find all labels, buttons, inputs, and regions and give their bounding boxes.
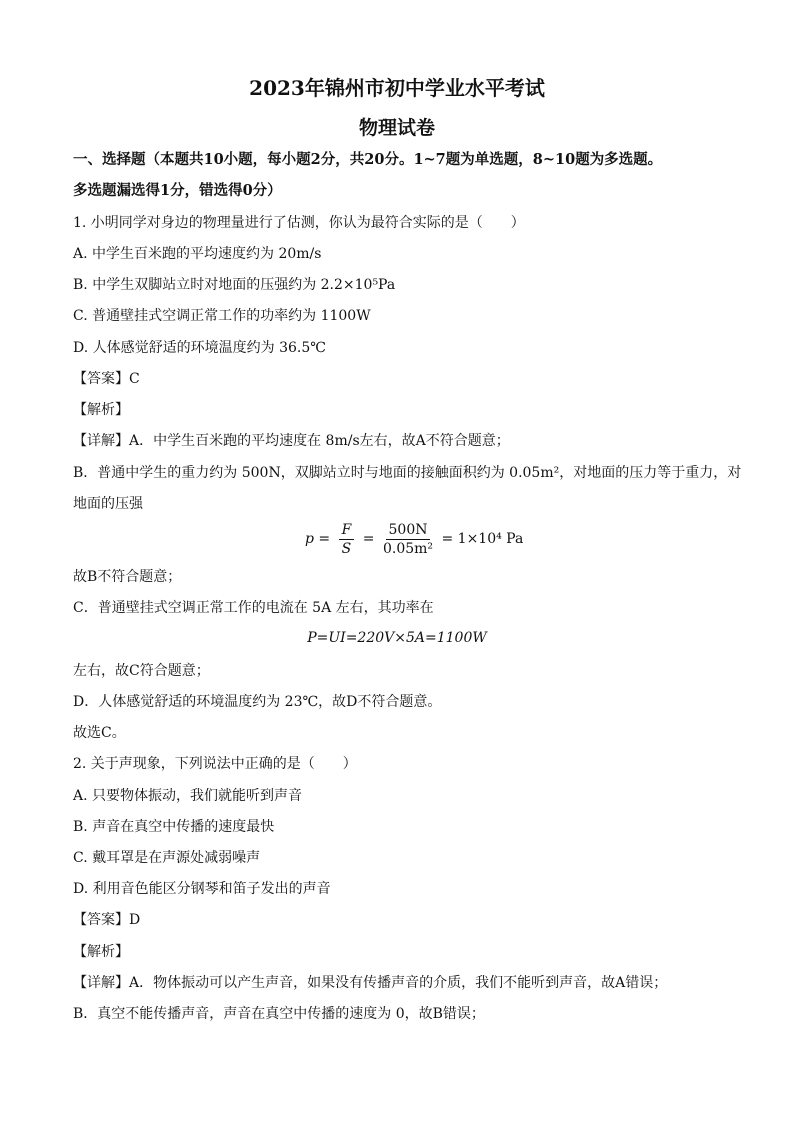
exam-title: 2023年锦州市初中学业水平考试 — [249, 76, 545, 100]
formula-fraction-symbolic — [339, 522, 355, 557]
q1-detail-a: 【详解】A．中学生百米跑的平均速度在 8m/s左右，故A不符合题意； — [73, 433, 510, 449]
q1-option-b: B. 中学生双脚站立时对地面的压强约为 2.2×10⁵Pa — [73, 277, 396, 293]
formula-force-value: 500N — [386, 522, 431, 540]
q1-detail-c2: 左右，故C符合题意； — [73, 663, 210, 679]
q2-answer: 【答案】D — [73, 912, 141, 928]
formula-lhs: p — [305, 531, 314, 547]
q2-option-c: C. 戴耳罩是在声源处减弱噪声 — [73, 850, 261, 866]
exam-subtitle: 物理试卷 — [358, 117, 435, 139]
q1-detail-b3: 故B不符合题意； — [73, 569, 182, 585]
q1-stem: 1. 小明同学对身边的物理量进行了估测，你认为最符合实际的是（ ） — [73, 215, 525, 231]
q2-detail-a: 【详解】A．物体振动可以产生声音，如果没有传播声音的介质，我们不能听到声音，故A错误； — [73, 975, 668, 991]
q2-stem: 2. 关于声现象，下列说法中正确的是（ ） — [73, 756, 357, 772]
q1-analysis-label: 【解析】 — [73, 402, 129, 418]
q1-conclusion: 故选C。 — [73, 725, 126, 741]
formula-area-value: 0.05m² — [382, 540, 434, 557]
q1-detail-d: D．人体感觉舒适的环境温度约为 23℃，故D不符合题意。 — [73, 694, 442, 710]
q2-detail-b: B．真空不能传播声音，声音在真空中传播的速度为 0，故B错误； — [73, 1006, 485, 1022]
q1-detail-c1: C．普通壁挂式空调正常工作的电流在 5A 左右，其功率在 — [73, 600, 434, 616]
q1-option-a: A. 中学生百米跑的平均速度约为 20m/s — [73, 246, 322, 262]
q2-analysis-label: 【解析】 — [73, 944, 129, 960]
q1-answer: 【答案】C — [73, 371, 140, 387]
pressure-formula: p = $\frac{F}{S}$ = $\frac{500N}{\text{0.05m²}}$ = 1×10⁴ Pa — [305, 521, 524, 557]
section-heading-line2: 多选题漏选得1分，错选得0分） — [73, 182, 282, 199]
q2-option-b: B. 声音在真空中传播的速度最快 — [73, 819, 275, 835]
q2-option-a: A. 只要物体振动，我们就能听到声音 — [73, 788, 303, 804]
q1-option-c: C. 普通壁挂式空调正常工作的功率约为 1100W — [73, 308, 371, 324]
formula-area-symbol: S — [341, 540, 352, 557]
q1-detail-b1: B．普通中学生的重力约为 500N，双脚站立时与地面的接触面积约为 0.05m²，对地面的压力等于重力，对 — [73, 465, 742, 481]
q2-option-d: D. 利用音色能区分钢琴和笛子发出的声音 — [73, 881, 331, 897]
formula-force-symbol: F — [339, 522, 355, 540]
formula-result: 1×10⁴ Pa — [457, 531, 524, 547]
formula-fraction-values — [383, 522, 433, 557]
power-formula: P=UI=220V×5A=1100W — [307, 630, 487, 646]
section-heading-line1: 一、选择题（本题共10小题，每小题2分，共20分。1~7题为单选题，8~10题为多选题。 — [73, 151, 663, 168]
q1-detail-b2: 地面的压强 — [73, 496, 143, 512]
q1-option-d: D. 人体感觉舒适的环境温度约为 36.5℃ — [73, 340, 326, 356]
